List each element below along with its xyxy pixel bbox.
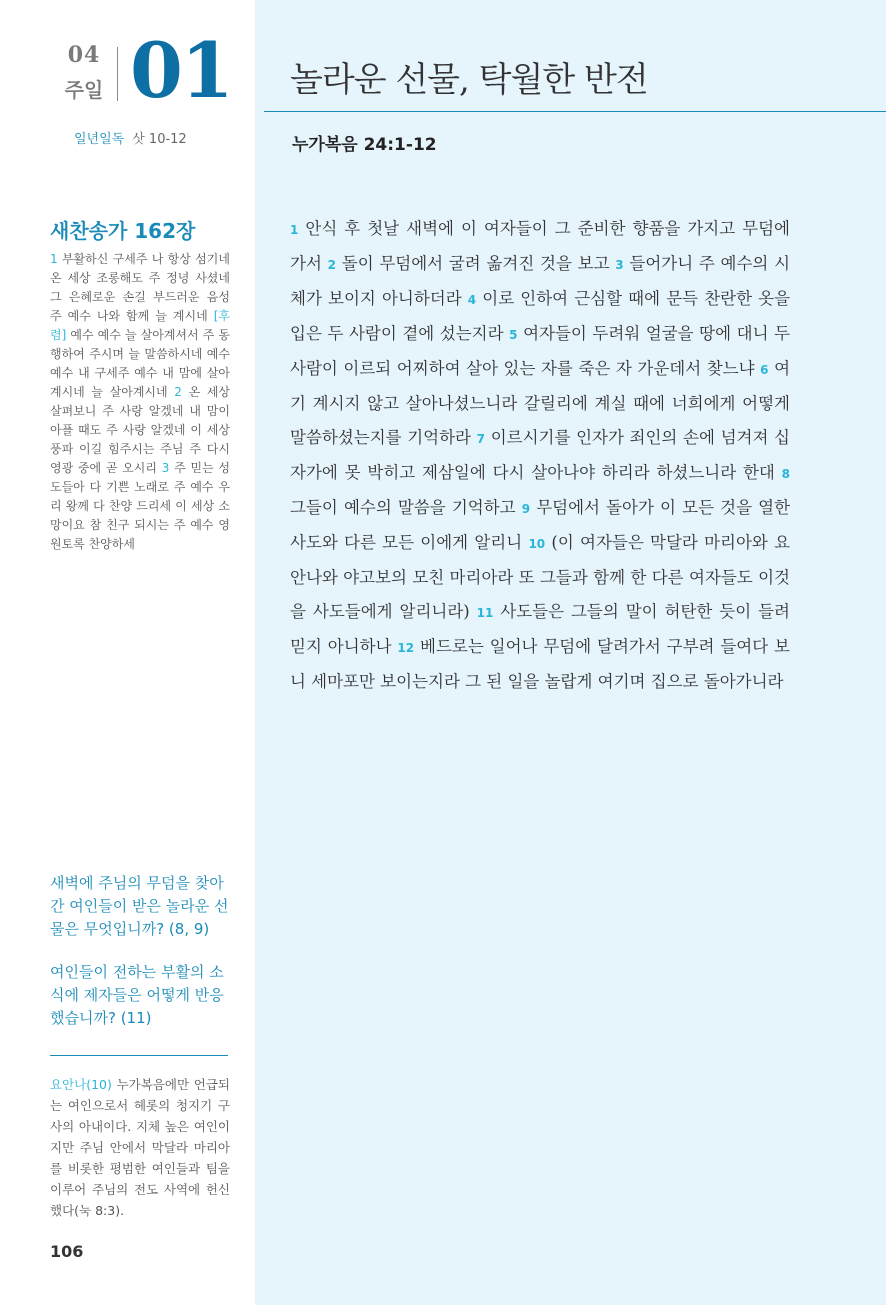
hymn-verse-text: 온 세상 살펴보니 주 사랑 알겠네 내 맘이 아플 때도 주 사랑 알겠네 이 세상 풍파 이길 힘주시는 주님 주 다시 영광 중에 곧 오시리 bbox=[50, 385, 230, 475]
study-questions bbox=[50, 872, 232, 1050]
hymn-verse-text: 주 믿는 성도들아 다 기쁜 노래로 주 예수 우리 왕께 다 찬양 드리세 이 세상 소망이요 참 친구 되시는 주 예수 영원토록 찬양하세 bbox=[50, 461, 230, 551]
daily-reading bbox=[74, 128, 187, 147]
hymn-title: 새찬송가 162장 bbox=[50, 219, 196, 243]
verse-number: 9 bbox=[521, 502, 531, 516]
study-question: 여인들이 전하는 부활의 소식에 제자들은 어떻게 반응했습니까? (11) bbox=[50, 963, 224, 1027]
hymn-chorus-label: [후렴] bbox=[50, 309, 230, 342]
verse-number: 8 bbox=[781, 467, 790, 481]
verse-number: 10 bbox=[528, 537, 546, 551]
week-label: 주일 bbox=[64, 78, 104, 102]
note-term: 요안나(10) bbox=[50, 1077, 112, 1092]
daily-reading-ref: 삿 10-12 bbox=[132, 132, 187, 147]
verse-number: 6 bbox=[760, 363, 769, 377]
hymn-verse-number: 3 bbox=[161, 461, 170, 475]
verse-number: 2 bbox=[327, 258, 336, 272]
hymn-verse-text: 부활하신 구세주 나 항상 섬기네 온 세상 조롱해도 주 정녕 사셨네 그 은혜로운 손길 부드러운 음성 주 예수 나와 함께 늘 계시네 bbox=[50, 252, 230, 323]
title-rule bbox=[264, 111, 886, 112]
hymn-chorus-text: 예수 예수 늘 살아계셔서 주 동행하여 주시며 늘 말씀하시네 예수 예수 내 구세주 예수 내 맘에 살아계시네 늘 살아계시네 bbox=[50, 328, 230, 399]
verse-text: 돌이 무덤에서 굴려 옮겨진 것을 보고 bbox=[341, 254, 610, 273]
verse-text: 이로 인하여 근심할 때에 문득 찬란한 옷을 입은 두 사람이 곁에 섰는지라 bbox=[290, 289, 791, 343]
verse-text: 사도들은 그들의 말이 허탄한 듯이 들려 믿지 아니하나 bbox=[290, 602, 790, 656]
hymn-lyrics bbox=[50, 250, 230, 554]
verse-text: 여자들이 두려워 얼굴을 땅에 대니 두 사람이 이르되 어찌하여 살아 있는 자를 죽은 자 가운데서 찾느냐 bbox=[290, 324, 791, 378]
page-title: 놀라운 선물, 탁월한 반전 bbox=[290, 60, 648, 100]
verse-text: (이 여자들은 막달라 마리아와 요안나와 야고보의 모친 마리아라 또 그들과 함께 한 다른 여자들도 이것을 사도들에게 알리니라) bbox=[290, 533, 791, 621]
note-divider bbox=[50, 1055, 228, 1056]
glossary-note bbox=[50, 1074, 230, 1221]
hymn-verse-number: 1 bbox=[50, 252, 58, 266]
note-text: 누가복음에만 언급되는 여인으로서 헤롯의 청지기 구사의 아내이다. 지체 높은 여인이지만 주님 안에서 막달라 마리아를 비롯한 평범한 여인들과 팀을 이루어 주님의 전도 사역에 헌신했다(눅 8:3). bbox=[50, 1077, 230, 1218]
verse-number: 1 bbox=[290, 223, 299, 237]
verse-number: 11 bbox=[476, 606, 494, 620]
month-number: 04 bbox=[67, 42, 101, 68]
page-number: 106 bbox=[50, 1242, 84, 1261]
verse-number: 4 bbox=[467, 293, 477, 307]
verse-number: 12 bbox=[397, 641, 415, 655]
verse-text: 들어가니 주 예수의 시체가 보이지 아니하더라 bbox=[290, 254, 791, 308]
verse-number: 3 bbox=[615, 258, 624, 272]
verse-text: 이르시기를 인자가 죄인의 손에 넘겨져 십자가에 못 박히고 제삼일에 다시 살아나야 하리라 하셨느니라 한대 bbox=[290, 428, 790, 482]
verse-text: 안식 후 첫날 새벽에 이 여자들이 그 준비한 향품을 가지고 무덤에 가서 bbox=[290, 219, 790, 273]
header-divider bbox=[117, 47, 118, 101]
hymn-verse-number: 2 bbox=[174, 385, 182, 399]
verse-number: 7 bbox=[476, 432, 486, 446]
scripture-reference: 누가복음 24:1-12 bbox=[292, 135, 437, 155]
scripture-passage bbox=[290, 212, 790, 699]
day-number: 01 bbox=[130, 26, 232, 115]
study-question: 새벽에 주님의 무덤을 찾아간 여인들이 받은 놀라운 선물은 무엇입니까? (8, 9) bbox=[50, 874, 229, 938]
daily-reading-label: 일년일독 bbox=[74, 132, 125, 147]
verse-text: 그들이 예수의 말씀을 기억하고 bbox=[290, 498, 516, 517]
verse-text: 무덤에서 돌아가 이 모든 것을 열한 사도와 다른 모든 이에게 알리니 bbox=[290, 498, 791, 552]
verse-text: 베드로는 일어나 무덤에 달려가서 구부려 들여다 보니 세마포만 보이는지라 그 된 일을 놀랍게 여기며 집으로 돌아가니라 bbox=[290, 637, 790, 691]
verse-text: 여기 계시지 않고 살아나셨느니라 갈릴리에 계실 때에 너희에게 어떻게 말씀하셨는지를 기억하라 bbox=[290, 359, 791, 447]
verse-number: 5 bbox=[509, 328, 518, 342]
